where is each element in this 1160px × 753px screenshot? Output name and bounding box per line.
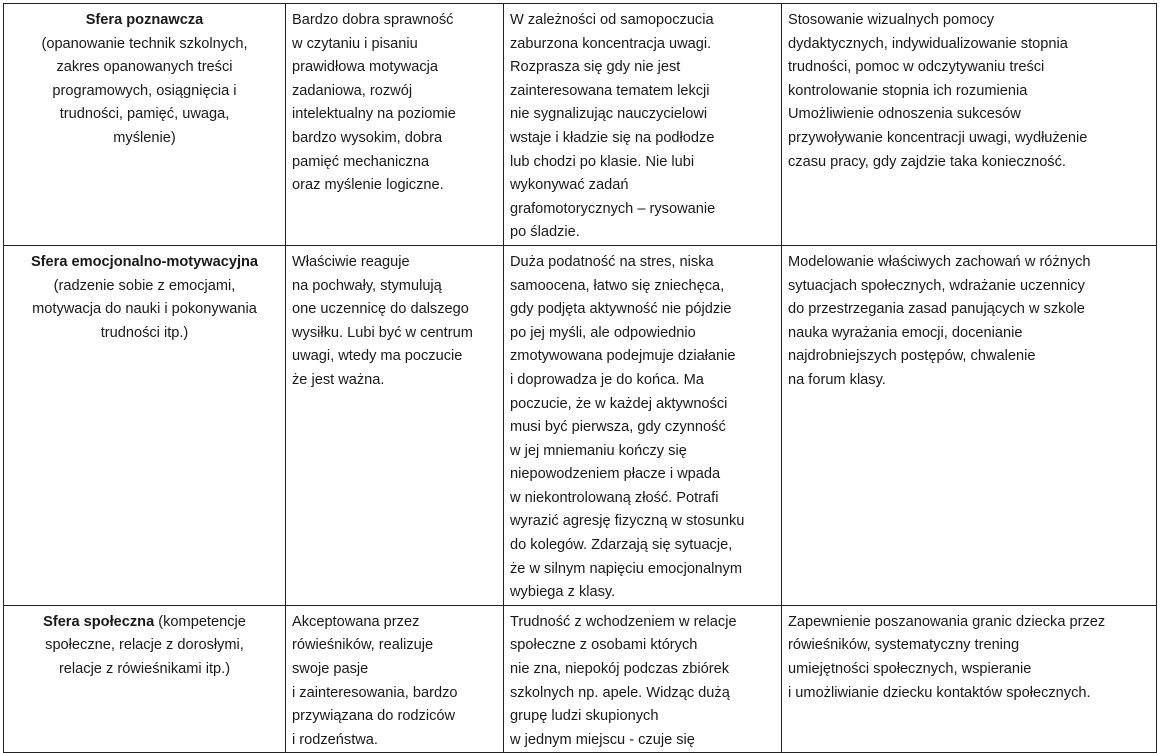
cell-line: samoocena, łatwo się zniechęca, [510,277,725,294]
sphere-line: (radzenie sobie z emocjami, [53,277,236,294]
sphere-line: myślenie) [113,129,176,146]
cell-line: grupę ludzi skupionych [510,708,659,725]
cell-line: w jej mniemaniu kończy się [510,442,687,459]
cell-line: Modelowanie właściwych zachowań w różnych [788,253,1091,270]
cell-line: wykonywać zadań [510,177,629,194]
actions-cell-emotional [782,245,1157,605]
cell-line: oraz myślenie logiczne. [292,177,444,194]
cell-line: Zapewnienie poszanowania granic dziecka przez [788,613,1106,630]
cell-line: uwagi, wtedy ma poczucie [292,348,463,365]
cell-line: pamięć mechaniczna [292,153,430,170]
cell-line: nie zna, niepokój podczas zbiórek [510,661,730,678]
cell-line: na forum klasy. [788,371,886,388]
cell-line: Bardzo dobra sprawność [292,12,454,28]
cell-line: w czytaniu i pisaniu [292,35,418,52]
cell-line: grafomotorycznych – rysowanie [510,200,716,217]
actions-cell-cognitive [782,4,1157,246]
cell-line: swoje pasje [292,661,369,678]
cell-line: wysiłku. Lubi być w centrum [292,324,473,341]
cell-line: do kolegów. Zdarzają się sytuacje, [510,537,733,554]
sphere-title: Sfera poznawcza [85,12,204,28]
cell-line: musi być pierwsza, gdy czynność [510,419,726,436]
table-row-cognitive [4,4,1157,246]
cell-line: po jej myśli, ale odpowiednio [510,324,696,341]
sphere-title: Sfera emocjonalno-motywacyjna [30,253,259,270]
cell-line: nauka wyrażania emocji, docenianie [788,324,1023,341]
cell-line: Trudność z wchodzeniem w relacje [510,613,737,630]
sphere-line: relacje z rówieśnikami itp.) [58,661,231,678]
cell-line: wybiega z klasy. [510,584,616,601]
cell-line: w jednym miejscu - czuje się [510,731,695,748]
sphere-line: (opanowanie technik szkolnych, [41,35,248,52]
sphere-line: motywacja do nauki i pokonywania [32,301,257,318]
difficulties-cell-emotional [504,245,782,605]
cell-line: sytuacjach społecznych, wdrażanie uczennicy [788,277,1085,294]
sphere-line: zakres opanowanych treści [56,59,233,76]
cell-line: najdrobniejszych postępów, chwalenie [788,348,1036,365]
cell-line: W zależności od samopoczucia [510,12,714,28]
cell-line: i umożliwianie dziecku kontaktów społecznych. [788,684,1091,701]
cell-line: wstaje i kładzie się na podłodze [510,129,715,146]
cell-line: czasu pracy, gdy zajdzie taka konieczność. [788,153,1066,170]
cell-line: trudności, pomoc w odczytywaniu treści [788,59,1045,76]
sphere-title-suffix: (kompetencje [154,613,246,630]
cell-line: nie sygnalizując nauczycielowi [510,106,708,123]
cell-line: społeczne z osobami których [510,637,698,654]
cell-line: rówieśników, realizuje [292,637,434,654]
cell-line: że jest ważna. [292,371,385,388]
cell-line: zadaniowa, rozwój [292,82,413,99]
cell-line: przywoływanie koncentracji uwagi, wydłużenie [788,129,1088,146]
cell-line: dydaktycznych, indywidualizowanie stopnia [788,35,1068,52]
strengths-cell-cognitive [286,4,504,246]
sphere-title: Sfera społeczna [43,613,155,630]
cell-line: kontrolowanie stopnia ich rozumienia [788,82,1028,99]
cell-line: wyrazić agresję fizyczną w stosunku [510,513,745,530]
sphere-cell-social [4,605,286,753]
cell-line: intelektualny na poziomie [292,106,456,123]
strengths-cell-emotional [286,245,504,605]
cell-line: do przestrzegania zasad panujących w szkole [788,301,1085,318]
sphere-line: trudności itp.) [100,324,189,341]
cell-line: na pochwały, stymulują [292,277,442,294]
table-row-emotional [4,245,1157,605]
cell-line: i rodzeństwa. [292,731,378,748]
difficulties-cell-cognitive [504,4,782,246]
cell-line: Rozprasza się gdy nie jest [510,59,681,76]
actions-cell-social [782,605,1157,753]
difficulties-cell-social [504,605,782,753]
sphere-line: programowych, osiągnięcia i [52,82,237,99]
cell-line: zainteresowana tematem lekcji [510,82,710,99]
cell-line: lub chodzi po klasie. Nie lubi [510,153,695,170]
cell-line: one uczennicę do dalszego [292,301,469,318]
cell-line: i doprowadza je do końca. Ma [510,371,704,388]
cell-line: i zainteresowania, bardzo [292,684,458,701]
cell-line: po śladzie. [510,224,580,241]
cell-line: umiejętności społecznych, wspieranie [788,661,1032,678]
cell-line: Duża podatność na stres, niska [510,253,714,270]
cell-line: gdy podjęta aktywność nie pójdzie [510,301,732,318]
cell-line: niepowodzeniem płacze i wpada [510,466,721,483]
cell-line: Akceptowana przez [292,613,420,630]
sphere-heading-line [10,611,279,635]
cell-line: prawidłowa motywacja [292,59,438,76]
cell-line: że w silnym napięciu emocjonalnym [510,560,742,577]
cell-line: Umożliwienie odnoszenia sukcesów [788,106,1021,123]
cell-line: szkolnych np. apele. Widząc dużą [510,684,730,701]
cell-line: przywiązana do rodziców [292,708,456,725]
sphere-cell-cognitive [4,4,286,246]
cell-line: zmotywowana podejmuje działanie [510,348,736,365]
cell-line: w niekontrolowaną złość. Potrafi [510,489,719,506]
sphere-line: trudności, pamięć, uwaga, [59,106,230,123]
cell-line: poczucie, że w każdej aktywności [510,395,728,412]
table-row-social [4,605,1157,753]
cell-line: Właściwie reaguje [292,253,410,270]
strengths-cell-social [286,605,504,753]
cell-line: Stosowanie wizualnych pomocy [788,12,995,28]
cell-line: rówieśników, systematyczny trening [788,637,1020,654]
cell-line: zaburzona koncentracja uwagi. [510,35,712,52]
cell-line: bardzo wysokim, dobra [292,129,443,146]
sphere-cell-emotional [4,245,286,605]
support-table [3,3,1157,753]
sphere-line: społeczne, relacje z dorosłymi, [45,637,244,654]
